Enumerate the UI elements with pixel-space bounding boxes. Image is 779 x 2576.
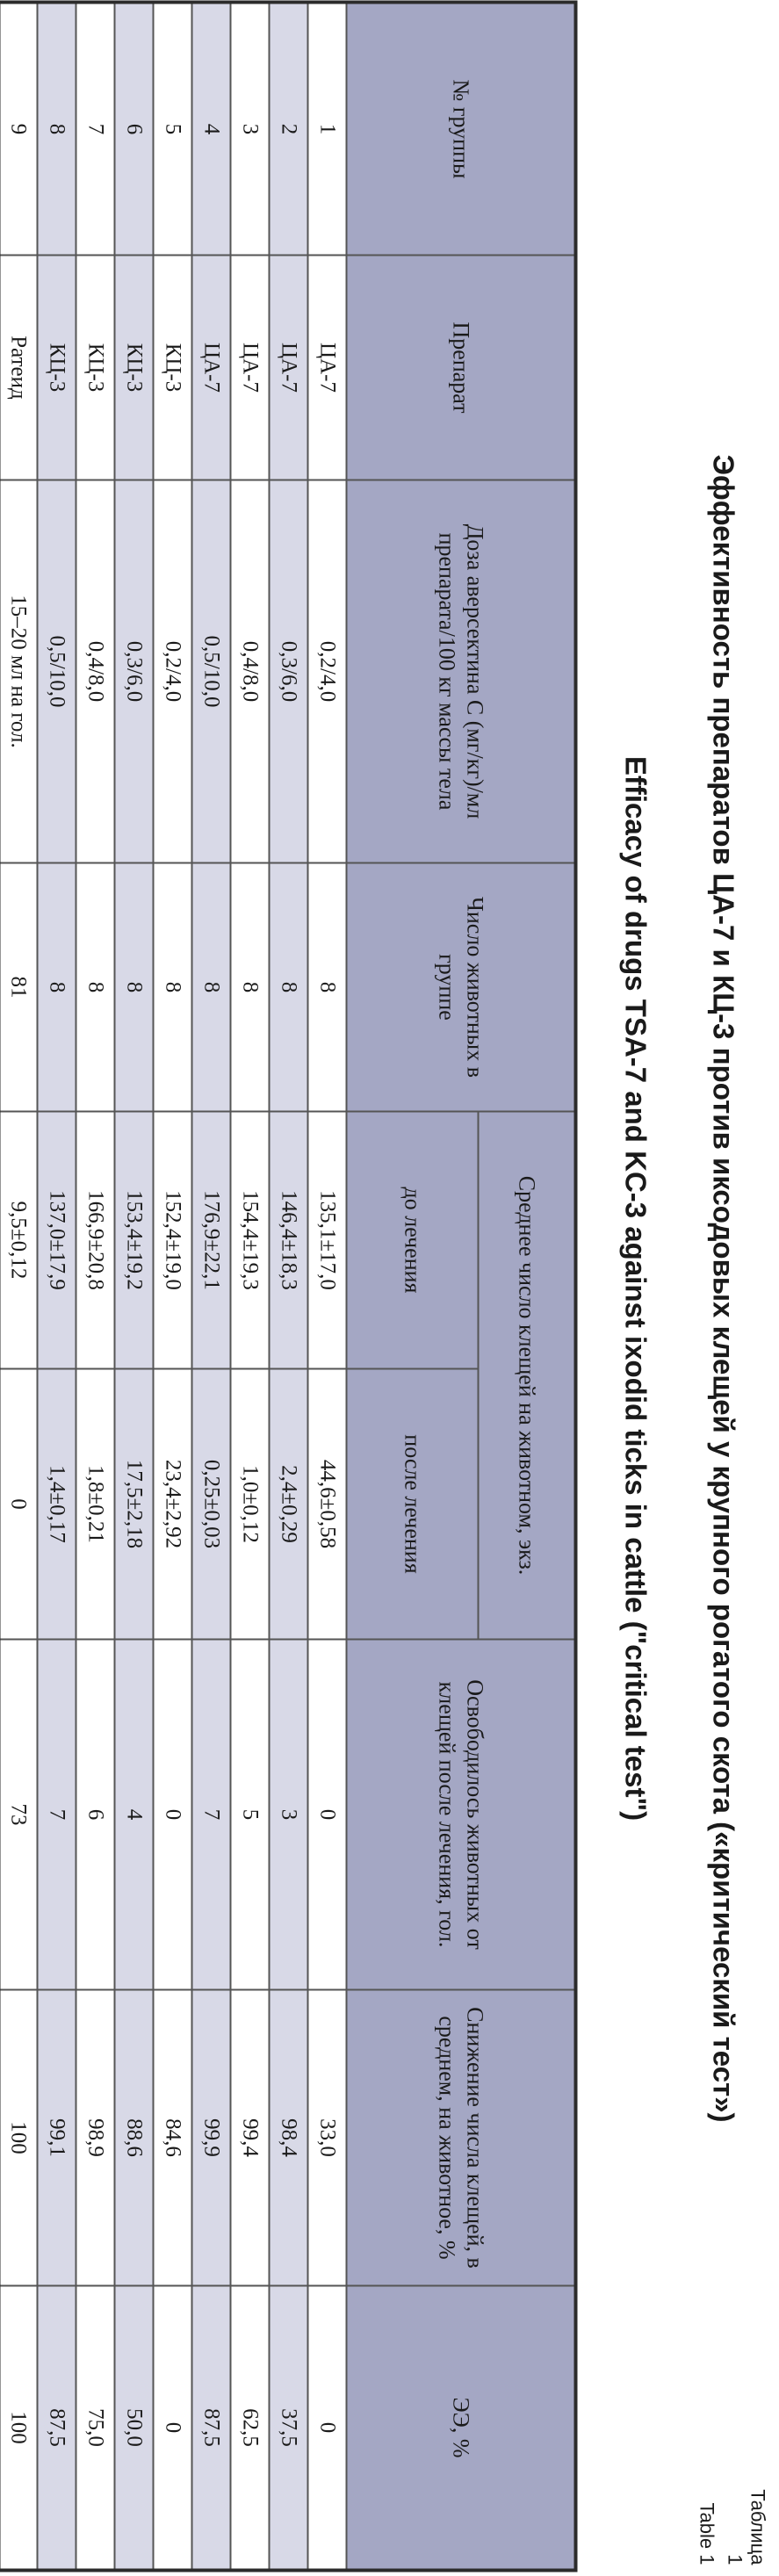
table-row: [37, 2, 76, 2570]
cell-after: 17,5±2,18: [114, 1368, 153, 1639]
cell-freed: 7: [37, 1639, 76, 1989]
cell-freed: 0: [307, 1639, 346, 1989]
cell-drug: ЦА-7: [191, 255, 230, 480]
cell-animals: 8: [153, 862, 191, 1111]
header-avg-ticks: Среднее число клещей на животном, экз.: [478, 1111, 575, 1639]
cell-before: 135,1±17,0: [307, 1111, 346, 1368]
cell-freed: 3: [269, 1639, 307, 1989]
cell-group: 9: [0, 2, 37, 255]
table-title-en: Efficacy of drugs TSA-7 and KC-3 against ixodid ticks in cattle ("critical test"): [619, 755, 652, 1821]
cell-freed: 73: [0, 1639, 37, 1989]
cell-dose: 0,2/4,0: [153, 480, 191, 862]
table-row: [191, 2, 230, 2570]
cell-animals: 8: [230, 862, 269, 1111]
cell-reduction: 99,9: [191, 1989, 230, 2285]
cell-group: 2: [269, 2, 307, 255]
cell-drug: КЦ-3: [76, 255, 114, 480]
cell-freed: 6: [76, 1639, 114, 1989]
cell-before: 153,4±19,2: [114, 1111, 153, 1368]
cell-dose: 0,3/6,0: [114, 480, 153, 862]
header-freed: Освободилось животных от клещей после лечения, гол.: [346, 1639, 575, 1989]
cell-before: 166,9±20,8: [76, 1111, 114, 1368]
table-title-ru: Эффективность препаратов ЦА-7 и КЦ-3 против иксодовых клещей у крупного рогатого скота («критический тест»): [707, 453, 739, 2123]
cell-reduction: 84,6: [153, 1989, 191, 2285]
cell-group: 7: [76, 2, 114, 255]
cell-reduction: 88,6: [114, 1989, 153, 2285]
cell-drug: ЦА-7: [307, 255, 346, 480]
cell-group: 6: [114, 2, 153, 255]
cell-group: 3: [230, 2, 269, 255]
cell-freed: 7: [191, 1639, 230, 1989]
cell-dose: 0,5/10,0: [37, 480, 76, 862]
header-after: после лечения: [346, 1368, 478, 1639]
cell-reduction: 99,1: [37, 1989, 76, 2285]
cell-after: 1,4±0,17: [37, 1368, 76, 1639]
cell-freed: 0: [153, 1639, 191, 1989]
cell-group: 4: [191, 2, 230, 255]
cell-ee: 87,5: [191, 2285, 230, 2570]
table-row: [153, 2, 191, 2570]
header-group-no: № группы: [346, 2, 575, 255]
header-animals: Число животных в группе: [346, 862, 575, 1111]
cell-ee: 37,5: [269, 2285, 307, 2570]
cell-drug: КЦ-3: [114, 255, 153, 480]
table-label-en: Table 1: [696, 2502, 718, 2565]
cell-ee: 75,0: [76, 2285, 114, 2570]
cell-ee: 50,0: [114, 2285, 153, 2570]
cell-after: 44,6±0,58: [307, 1368, 346, 1639]
header-drug: Препарат: [346, 255, 575, 480]
header-ee: ЭЭ, %: [346, 2285, 575, 2570]
cell-before: 137,0±17,9: [37, 1111, 76, 1368]
cell-animals: 8: [114, 862, 153, 1111]
cell-freed: 4: [114, 1639, 153, 1989]
cell-dose: 0,4/8,0: [76, 480, 114, 862]
cell-drug: КЦ-3: [37, 255, 76, 480]
cell-animals: 81: [0, 862, 37, 1111]
cell-group: 5: [153, 2, 191, 255]
cell-reduction: 98,9: [76, 1989, 114, 2285]
table-body: [0, 2, 346, 2570]
cell-after: 1,0±0,12: [230, 1368, 269, 1639]
cell-animals: 8: [307, 862, 346, 1111]
cell-after: 2,4±0,29: [269, 1368, 307, 1639]
cell-before: 154,4±19,3: [230, 1111, 269, 1368]
cell-ee: 0: [307, 2285, 346, 2570]
table-row: [76, 2, 114, 2570]
cell-before: 176,9±22,1: [191, 1111, 230, 1368]
cell-before: 9,5±0,12: [0, 1111, 37, 1368]
cell-dose: 0,3/6,0: [269, 480, 307, 862]
header-reduction: Снижение числа клещей, в среднем, на животное, %: [346, 1989, 575, 2285]
table-row: [269, 2, 307, 2570]
cell-dose: 0,4/8,0: [230, 480, 269, 862]
cell-animals: 8: [76, 862, 114, 1111]
cell-reduction: 99,4: [230, 1989, 269, 2285]
cell-drug: КЦ-3: [153, 255, 191, 480]
table-row: [0, 2, 37, 2570]
cell-before: 152,4±19,0: [153, 1111, 191, 1368]
cell-dose: 0,5/10,0: [191, 480, 230, 862]
header-dose: Доза аверсектина С (мг/кг)/мл препарата/100 кг массы тела: [346, 480, 575, 862]
cell-animals: 8: [37, 862, 76, 1111]
cell-ee: 62,5: [230, 2285, 269, 2570]
cell-reduction: 100: [0, 1989, 37, 2285]
table-row: [114, 2, 153, 2570]
cell-dose: 0,2/4,0: [307, 480, 346, 862]
table-label-ru: Таблица 1: [724, 2488, 768, 2565]
cell-group: 8: [37, 2, 76, 255]
cell-ee: 0: [153, 2285, 191, 2570]
cell-ee: 100: [0, 2285, 37, 2570]
header-before: до лечения: [346, 1111, 478, 1368]
cell-drug: ЦА-7: [269, 255, 307, 480]
cell-dose: 15–20 мл на гол.: [0, 480, 37, 862]
cell-reduction: 33,0: [307, 1989, 346, 2285]
cell-animals: 8: [269, 862, 307, 1111]
cell-after: 23,4±2,92: [153, 1368, 191, 1639]
table-row: [230, 2, 269, 2570]
table-row: [307, 2, 346, 2570]
cell-ee: 87,5: [37, 2285, 76, 2570]
cell-before: 146,4±18,3: [269, 1111, 307, 1368]
cell-after: 1,8±0,21: [76, 1368, 114, 1639]
cell-after: 0: [0, 1368, 37, 1639]
cell-drug: Ратеид: [0, 255, 37, 480]
cell-drug: ЦА-7: [230, 255, 269, 480]
cell-after: 0,25±0,03: [191, 1368, 230, 1639]
cell-group: 1: [307, 2, 346, 255]
cell-animals: 8: [191, 862, 230, 1111]
cell-reduction: 98,4: [269, 1989, 307, 2285]
cell-freed: 5: [230, 1639, 269, 1989]
